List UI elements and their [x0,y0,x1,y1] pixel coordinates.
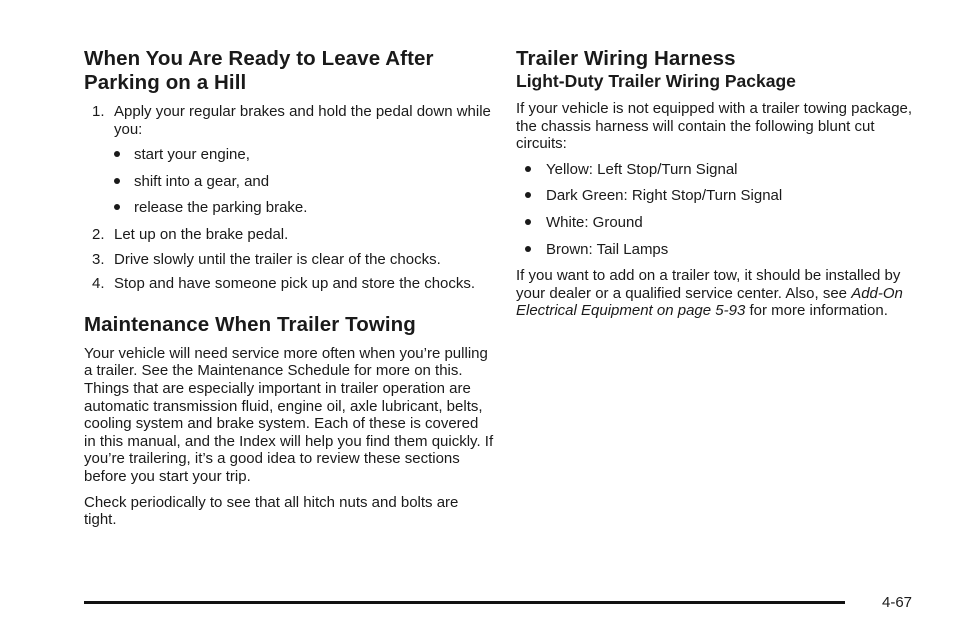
heading-leave-after-parking: When You Are Ready to Leave After Parking on a Hill [84,47,434,94]
list-item [114,199,494,217]
list-item-text: Dark Green: Right Stop/Turn Signal [546,187,783,205]
page-number: 4-67 [882,594,913,611]
step-text: Stop and have someone pick up and store the chocks. [114,275,476,293]
list-item-text: Yellow: Left Stop/Turn Signal [546,160,738,178]
step-text: Let up on the brake pedal. [114,225,289,243]
bullet-icon [114,151,120,157]
heading-wiring-harness: Trailer Wiring Harness [516,47,736,70]
bullet-icon [525,166,531,172]
footer-rule [84,601,845,604]
maintenance-paragraph: Your vehicle will need service more often when you’re pulling a trailer. See the Maintenance Schedule for more on this. Things that are especially important in trailer operation are automatic transmission fluid, engine oil, axle lubricant, belts, cooling system and brake system. Each of these is covered in this manual, and the Index will help you find them quickly. If you’re trailering, it’s a good idea to review these sections before you start your trip. [84,344,494,485]
circuit-list [516,161,921,258]
list-item [516,241,921,259]
list-item-text: release the parking brake. [134,199,308,217]
step-4 [84,275,494,293]
step-number: 2. [92,225,105,243]
heading-maintenance: Maintenance When Trailer Towing [84,312,416,336]
steps-list [84,103,494,293]
list-item-text: White: Ground [546,213,643,231]
right-column [516,47,921,328]
list-item [114,146,494,164]
hitch-check-paragraph: Check periodically to see that all hitch nuts and bolts are tight. [84,493,459,529]
list-item-text: Brown: Tail Lamps [546,240,669,258]
list-item [516,187,921,205]
step-text: Apply your regular brakes and hold the pedal down while you: [114,103,491,138]
step-1-bullets [114,146,494,217]
step-1 [84,103,494,217]
bullet-icon [525,219,531,225]
step-2 [84,226,494,244]
step-number: 3. [92,250,105,268]
cross-reference-link[interactable]: Add-On Electrical Equipment on page 5-93 [516,284,903,320]
bullet-icon [525,192,531,198]
step-text: Drive slowly until the trailer is clear of the chocks. [114,250,441,268]
list-item [114,173,494,191]
step-3 [84,251,494,269]
list-item [516,161,921,179]
wiring-intro-paragraph: If your vehicle is not equipped with a trailer towing package, the chassis harness will contain the following blunt cut circuits: [516,100,913,153]
step-number: 4. [92,275,105,293]
bullet-icon [114,204,120,210]
closing-paragraph [516,267,921,320]
closing-text: If you want to add on a trailer tow, it should be installed by your dealer or a qualified service center. Also, see [516,267,901,302]
left-column [84,47,494,537]
bullet-icon [525,246,531,252]
heading-light-duty-package: Light-Duty Trailer Wiring Package [516,71,796,91]
bullet-icon [114,178,120,184]
step-number: 1. [92,103,105,120]
list-item [516,214,921,232]
closing-text-end: for more information. [745,302,888,320]
list-item-text: start your engine, [134,146,250,164]
list-item-text: shift into a gear, and [134,172,270,190]
